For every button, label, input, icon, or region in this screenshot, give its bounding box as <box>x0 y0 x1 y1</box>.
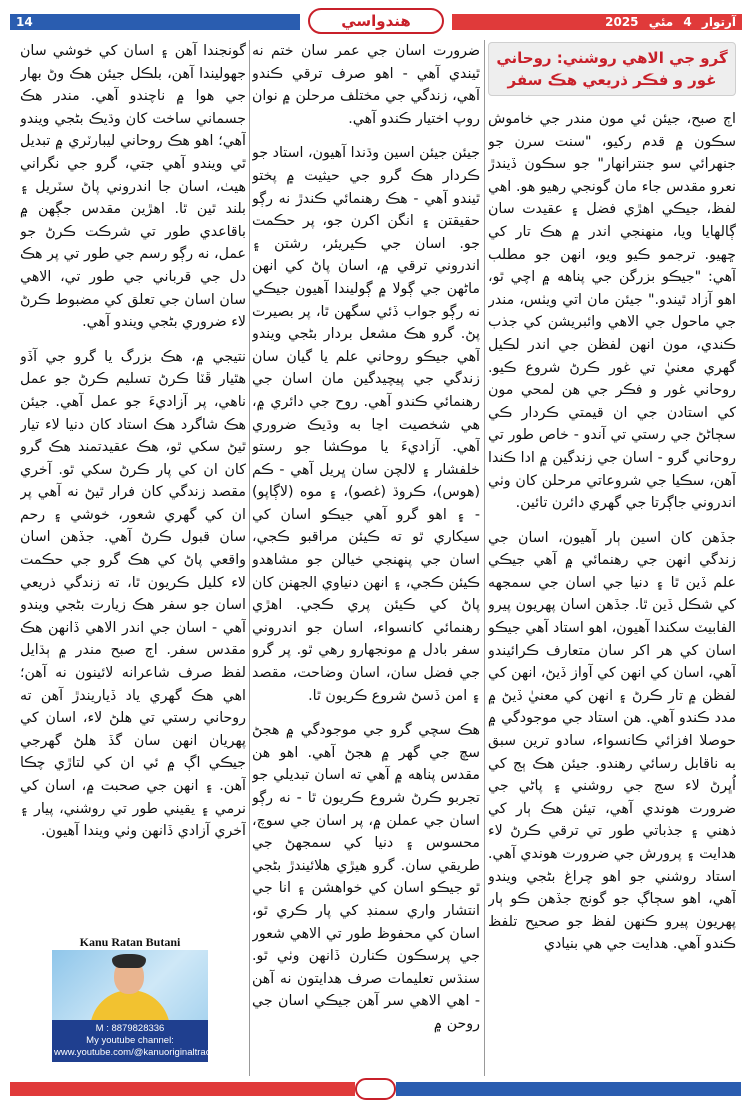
author-mobile: M : 8879828336 <box>95 1023 165 1034</box>
header-month: مئي <box>648 15 674 29</box>
article-paragraph: هڪ سچي گرو جي موجودگي ۾ هجڻ سچ جي گهر ۾ هجڻ آهي. اهو هن مقدس پناهه ۾ آهي ته اسان تبديلي جو تجربو ڪرڻ شروع ڪريون ٿا - نه رڳو اسان جي عملن ۾، پر اسان جي سوچ، محسوس ۽ دنيا کي سمجهڻ جي طريقي سان. گرو هيڙي هلائيندڙ بڻجي ٿو جيڪو اسان کي خواهشن ۽ انا جي انتشار واري سمنڊ کي پار ڪري ٿو، اسان کي محفوظ طور تي الاهي شعور جي پرسڪون ڪنارن ڏانهن وٺي ٿو. سنڌس تعليمات صرف هدايتون نه آهن - اهي الاهي سر آهن جيڪي اسان جي روحن ۾ <box>252 722 480 1032</box>
author-name: Kanu Ratan Butani <box>79 935 181 949</box>
footer-bar-right <box>396 1082 741 1096</box>
header-year: 2025 <box>605 15 639 29</box>
photo-hair-shape <box>112 954 146 968</box>
article-paragraph: ضرورت اسان جي عمر سان ختم نه ٿيندي آهي - اهو صرف ترقي ڪندو آهي، زندگي جي مختلف مرحلن ۾ نوان روپ اختيار ڪندو آهي. <box>252 43 480 127</box>
masthead-logo: هندواسي <box>308 8 444 34</box>
header-date <box>599 14 736 30</box>
article-paragraph: نتيجي ۾، هڪ بزرگ يا گرو جي آڏو هٿيار ڦٽا ڪرڻ تسليم ڪرڻ جو عمل ناهي، پر آزاديءَ جو عمل آهي. جيئن هڪ شاگرد هڪ استاد کان دنيا لاء تيار ٿيڻ سکي ٿو، هڪ عقيدتمند هڪ گرو کان ان کي پار ڪرڻ سکي ٿو. آخري مقصد زندگي کان فرار ٿيڻ نه آهي پر ان کي گهري شعور، خوشي ۽ رحم سان قبول ڪرڻ آهي. جڏهن اسان واقعي پاڻ کي هڪ گرو جي حڪمت لاء کليل ڪريون ٿا، ته زندگي ذريعي اسان جو سفر هڪ زيارت بڻجي ويندو آهي - اسان جي اندر الاهي ڏانهن هڪ مقدس سفر. اڄ صبح مندر ۾ ٻڌايل لفظ صرف شاعرانه لائينون نه آهن؛ اهي هڪ گهري ياد ڏياريندڙ آهن ته روحاني رستي تي هلڻ لاء، اسان کي پهريان انهن سان گڏ هلڻ گهرجي جيڪي اڳ ۾ ئي ان کي لتاڙي چڪا آهن. ۽ انهن جي صحبت ۾، اسان کي نرمي ۽ يقيني طور تي روشني، پيار ۽ آخري آزادي ڏانهن وٺي ويندا آهيون. <box>20 348 246 840</box>
author-photo <box>52 950 208 1020</box>
article-paragraph: جڏهن کان اسين ٻار آهيون، اسان جي زندگي انهن جي رهنمائي ۾ آهي جيڪي علم ڏين ٿا ۽ دنيا جي اسان جي سمجهه کي شڪل ڏين ٿا. جڏهن اسان پهريون پيرو الفابيٽ سکندا آهيون، اهو استاد آهي جيڪو اسان کي هر اکر سان متعارف ڪرائيندو آهي، اسان کي انهن کي آواز ڏيڻ، انهن کي لفظن ۾ تار ڪرڻ ۽ انهن کي معنيٰ ڏيڻ ۾ مدد ڪندو آهي. هن استاد جي موجودگي ۾ حوصلا افزائي ڪانسواء، سادو ترين سبق به ناقابل رسائي رهندو. جيئن هڪ ٻج کي اُڀرڻ لاء سج جي روشني ۽ پاڻي جي ضرورت هوندي آهي، تيئن هڪ ٻار کي ذهني ۽ جذباتي طور تي ترقي ڪرڻ لاء هدايت ۽ پرورش جي ضرورت هوندي آهي. استاد روشني جو اهو چراغ بڻجي ويندو آهي، اهو سڄاڳ جو گونج جڏهن ڪو ٻار پهريون پيرو ڪنهن لفظ جو صحيح تلفظ ڪندو آهي. هدايت جي هي بنيادي <box>488 529 736 953</box>
article-headline: گرو جي الاهي روشني: روحاني غور و فڪر ذريعي هڪ سفر <box>488 42 736 96</box>
page-header <box>0 0 750 36</box>
photo-body-shape <box>90 990 170 1020</box>
author-channel-url[interactable]: www.youtube.com/@kanuoriginaltracks <box>54 1047 220 1058</box>
article-paragraph: گونجندا آهن ۽ اسان کي خوشي سان جهوليندا آهن، بلڪل جيئن هڪ وڻ بهار جي هوا ۾ ناچندو آهي. مندر هڪ جسماني ساخت کان وڌيڪ بڻجي ويندو آهي؛ اهو هڪ روحاني ليبارٽري ۾ تبديل ٿي ويندو آهي جتي، گرو جي نگراني هيٺ، اسان جا اندروني پاڻ سٽريل ۽ بلند ٿين ٿا. اهڙين مقدس جڳهن ۾ باقاعدي طور تي شرڪت ڪرڻ جو عمل، نه رڳو رسم جي طور تي پر هڪ دل جي قرباني جي طور تي، الاهي سان اسان جي تعلق کي مضبوط ڪرڻ لاء ضروري بڻجي ويندو آهي. <box>20 43 246 331</box>
header-day: آرتوار <box>701 15 736 29</box>
column-divider <box>484 40 485 1076</box>
footer-bar-left <box>10 1082 355 1096</box>
article-column-middle <box>252 40 480 1080</box>
column-divider <box>249 40 250 1076</box>
article-column-left <box>20 40 246 930</box>
article-paragraph: اڄ صبح، جيئن ئي مون مندر جي خاموش سڪون ۾ قدم رکيو، "سنت سرن جو جنهرائي سو جنترانهار" جو سڪون ڏيندڙ نعرو مقدس جاء مان گونجي رهيو هو. اهي لفظ، جيڪي اهڙي فضل ۽ عقيدت سان ڳالهايا ويا، منهنجي اندر ۾ هڪ تار کي ڇهيو. ترجمو ڪيو ويو، انهن جو مطلب آهي: "جيڪو بزرگن جي پناهه ۾ اچي ٿو، اهو آزاد ٿيندو." جيئن مان اتي ويٺس، مندر جي ماحول جي الاهي وائبريشن کي جذب ڪندي، مون انهن لفظن جي اندر لڪيل گهري معنيٰ تي غور ڪرڻ شروع ڪيو. روحاني غور و فڪر جي هن لمحي مون کي استادن جي ان قيمتي ڪردار ڪي سڄاڻڻ جي رستي تي آندو - خاص طور تي روحاني گرو - اسان جي زندگين ۾ ادا ڪندا آهن، سڪيا جي شروعاتي مرحلن کان وٺي اندروني جاڳرتا جي گهري دائرن تائين. <box>488 111 736 512</box>
author-caption <box>52 1020 220 1062</box>
header-bar-left <box>10 14 300 30</box>
author-box <box>52 934 220 1070</box>
footer-ornament <box>355 1078 396 1100</box>
article-paragraph: جيئن جيئن اسين وڌندا آهيون، استاد جو ڪردار هڪ گرو جي حيثيت ۾ پختو ٿيندو آهي - هڪ رهنمائي ڪندڙ نه رڳو حقيقتن ۽ انگن اکرن جو، پر حڪمت جو. اسان جي ڪيريئر، رشتن ۽ اندروني ترقي ۾، اسان پاڻ کي انهن ماڻهن جي ڳولا ۾ ڳوليندا آهيون جيڪي نه رڳو جواب ڏئي سگهن ٿا، پر بصيرت پڻ. گرو هڪ مشعل بردار بڻجي ويندو آهي جيڪو روحاني علم يا گيان سان زندگي جي پيچيدگين مان اسان جي رهنمائي ڪندو آهي. روح جي دائري ۾، هي شخصيت اڃا به وڌيڪ ضروري آهي. آزاديءَ يا موڪشا جو رستو خلفشار ۽ لالچن سان ڀريل آهي - ڪم (هوس)، ڪروڌ (غصو)، ۽ موه (لاڳاپو) - ۽ اهو گرو آهي جيڪو اسان کي سيکاري ٿو ته ڪيئن مراقبو ڪجي، اسان جي پنهنجي خيالن جو مشاهدو ڪيئن ڪجي، ۽ انهن دنياوي الجهنن کان پاڻ کي ڪيئن پري ڪجي. اهڙي رهنمائي کانسواء، اسان جو اندروني سفر بادل ۾ مونجهارو رهي ٿو. پر گرو جي فضل سان، اسان وضاحت، مقصد ۽ امن ڏسڻ شروع ڪريون ٿا. <box>252 145 480 704</box>
header-date-day: 4 <box>683 15 692 29</box>
author-channel-label: My youtube channel: <box>86 1035 174 1046</box>
page-number: 14 <box>16 15 33 29</box>
article-column-right <box>488 40 736 1080</box>
